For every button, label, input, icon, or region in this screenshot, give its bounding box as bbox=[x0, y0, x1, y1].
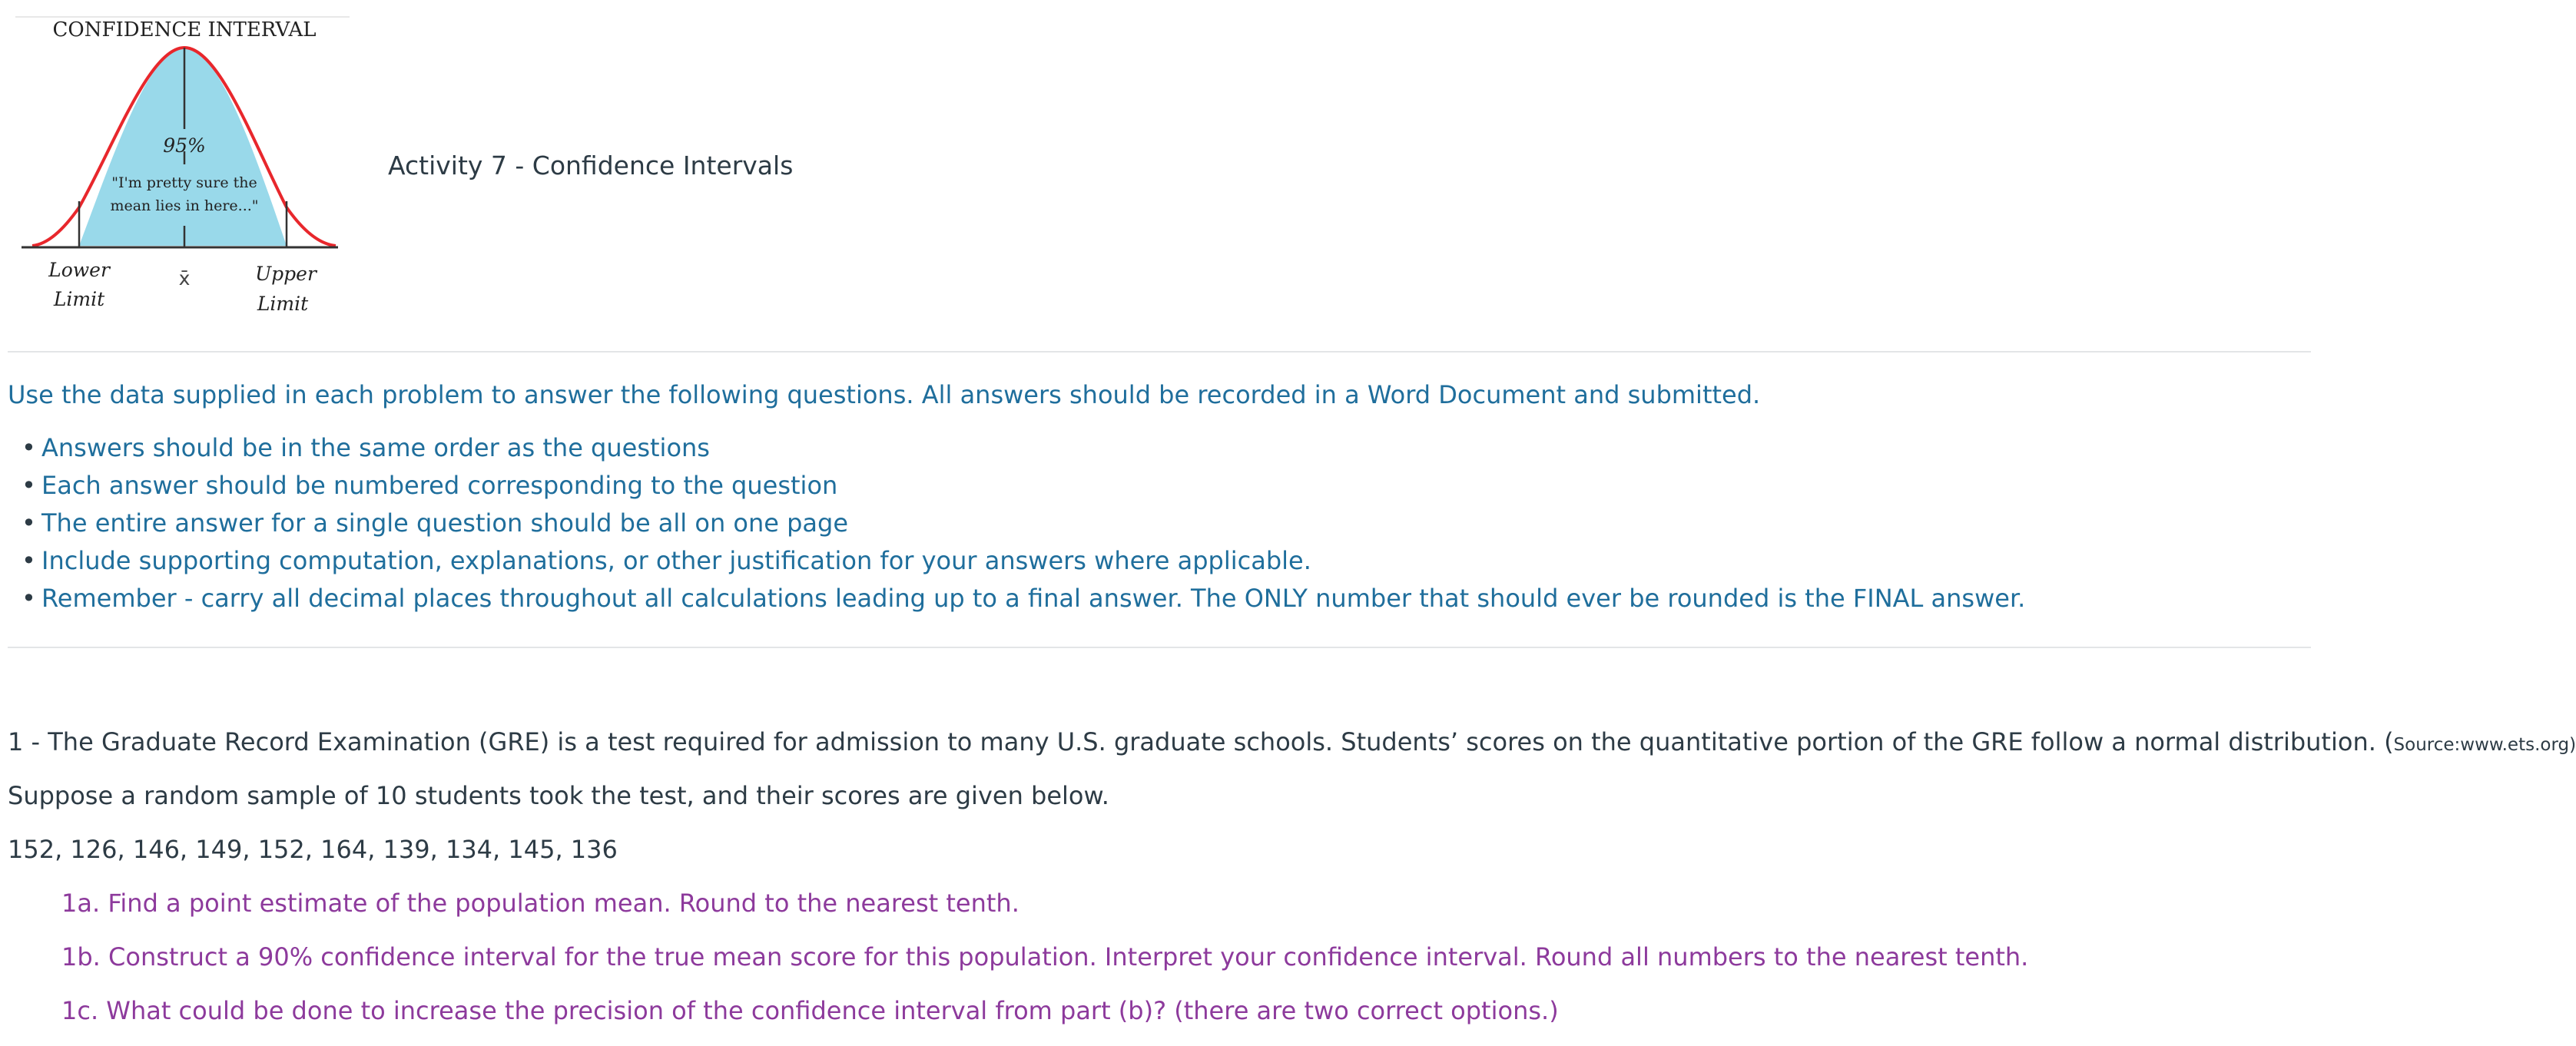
sample-scores: 152, 126, 146, 149, 152, 164, 139, 134, 145, 136 bbox=[8, 835, 618, 864]
source-note: Source:www.ets.org) bbox=[2393, 735, 2576, 755]
instruction-item: • The entire answer for a single question should be all on one page bbox=[8, 508, 2025, 545]
sample-description: Suppose a random sample of 10 students took the test, and their scores are given below. bbox=[8, 781, 1109, 810]
instruction-item: • Remember - carry all decimal places throughout all calculations leading up to a final answer. The ONLY number that should ever be rounded is the FINAL answer. bbox=[8, 583, 2025, 621]
divider bbox=[8, 647, 2311, 648]
percent-label: 95% bbox=[163, 134, 206, 157]
lower-limit-label-2: Limit bbox=[53, 288, 105, 310]
problem-1 bbox=[8, 722, 2576, 1044]
divider bbox=[8, 351, 2311, 353]
quote-line-1: "I'm pretty sure the bbox=[111, 174, 257, 191]
instructions-list bbox=[8, 432, 2025, 621]
instruction-item: • Answers should be in the same order as the questions bbox=[8, 432, 2025, 470]
instruction-item: • Include supporting computation, explanations, or other justification for your answers where applicable. bbox=[8, 545, 2025, 583]
upper-limit-label-1: Upper bbox=[255, 263, 317, 285]
upper-limit-label-2: Limit bbox=[257, 293, 309, 315]
figure-title: CONFIDENCE INTERVAL bbox=[52, 18, 317, 41]
question-1b: 1b. Construct a 90% confidence interval for the true mean score for this population. Interpret your confidence interval. Round all numbers to the nearest tenth. bbox=[61, 942, 2029, 972]
problem-statement bbox=[8, 722, 2576, 776]
question-1a: 1a. Find a point estimate of the population mean. Round to the nearest tenth. bbox=[61, 889, 1019, 918]
instruction-item: • Each answer should be numbered corresponding to the question bbox=[8, 470, 2025, 508]
instructions-intro: Use the data supplied in each problem to answer the following questions. All answers should be recorded in a Word Document and submitted. bbox=[8, 380, 1761, 409]
question-1c: 1c. What could be done to increase the precision of the confidence interval from part (b)? (there are two correct options.) bbox=[61, 996, 1559, 1025]
confidence-interval-figure bbox=[0, 0, 353, 338]
problem-statement-text: 1 - The Graduate Record Examination (GRE) is a test required for admission to many U.S. graduate schools. Students’ scores on the quantitative portion of the GRE follow a normal distribution. ( bbox=[8, 727, 2394, 756]
quote-line-2: mean lies in here..." bbox=[110, 197, 259, 214]
xbar-label: x̄ bbox=[178, 267, 191, 290]
activity-title: Activity 7 - Confidence Intervals bbox=[388, 151, 794, 180]
lower-limit-label-1: Lower bbox=[48, 259, 110, 281]
header bbox=[0, 0, 2311, 338]
